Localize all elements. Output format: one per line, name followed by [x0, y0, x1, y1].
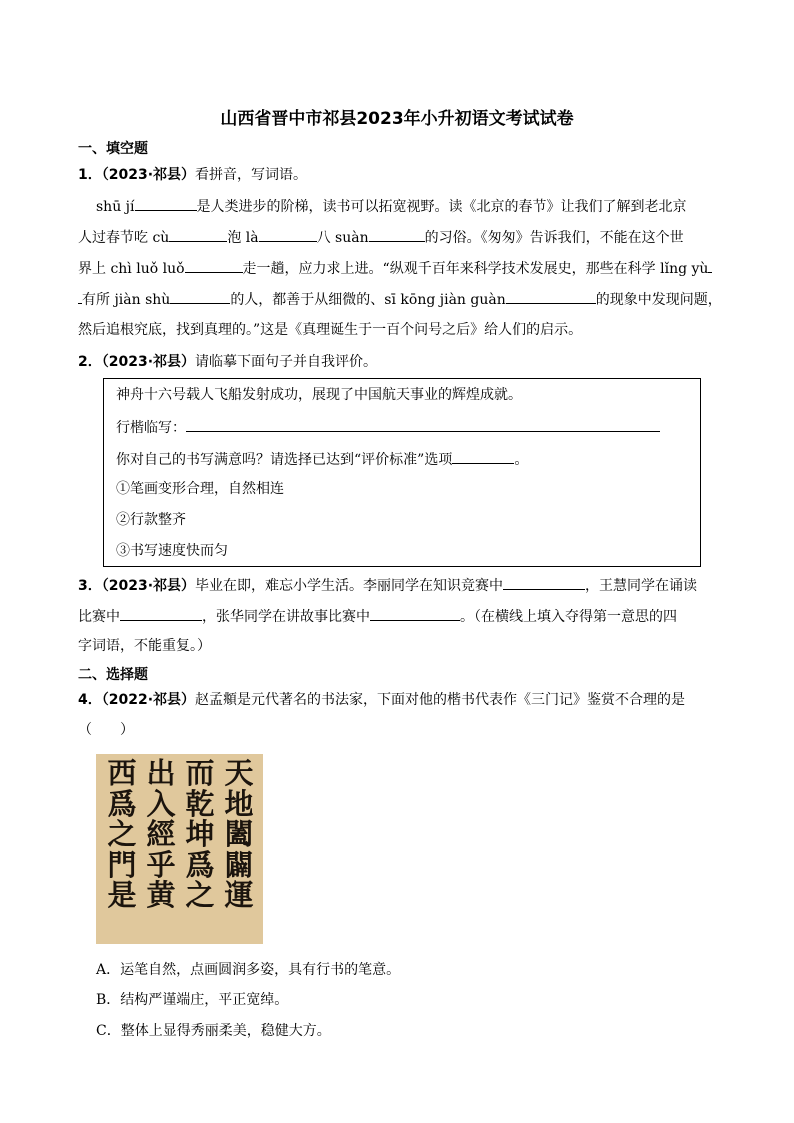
answer-blank[interactable] [170, 289, 230, 304]
calligraphy-column [102, 758, 142, 911]
answer-blank[interactable] [259, 227, 317, 242]
q4-answer-parens: （ ） [78, 722, 134, 738]
q3-text: 比赛中 [78, 609, 120, 625]
pinyin-text: shū jí [96, 199, 135, 215]
calligraphy-char: 門 [107, 847, 137, 882]
q2-prompt: 请临摹下面句子并自我评价。 [195, 354, 378, 370]
q2-criterion-1: ①笔画变形合理，自然相连 [116, 481, 284, 497]
calligraphy-char: 黄 [146, 878, 176, 912]
pinyin-text: 有所 jiàn shù [82, 292, 171, 308]
q1-text: 的现象中发现问题， [595, 292, 722, 308]
q3-text: ，张华同学在讲故事比赛中 [202, 609, 370, 625]
answer-blank[interactable] [135, 196, 197, 211]
calligraphy-char: 經 [146, 817, 176, 851]
copy-writing-line[interactable] [186, 417, 660, 432]
q1-line4 [78, 289, 722, 310]
punctuation: 。 [514, 452, 529, 468]
q3-text: 。（在横线上填入夺得第一意思的四 [460, 609, 677, 625]
q4-option-a[interactable]: A．运笔自然，点画圆润多姿，具有行书的笔意。 [96, 962, 401, 978]
calligraphy-column [141, 758, 181, 911]
answer-blank[interactable] [185, 258, 243, 273]
answer-blank[interactable] [506, 289, 596, 304]
pinyin-text: 界上 chì luǒ luǒ [78, 261, 185, 277]
answer-blank[interactable] [452, 449, 514, 464]
q1-prompt: 看拼音，写词语。 [195, 167, 308, 183]
calligraphy-char: 乾 [185, 786, 215, 821]
q1-text: 的人，都善于从细微的、sī kōng jiàn guàn [230, 292, 506, 308]
calligraphy-char: 之 [107, 817, 137, 851]
calligraphy-char: 坤 [185, 817, 215, 851]
q2-copy-row [116, 417, 660, 438]
calligraphy-char: 出 [146, 756, 176, 790]
copy-label: 行楷临写： [116, 420, 186, 436]
q2-model-sentence: 神舟十六号载人飞船发射成功，展现了中国航天事业的辉煌成就。 [116, 387, 522, 403]
q2-source: （2023·祁县） [101, 354, 196, 370]
q1-line1 [96, 196, 687, 217]
calligraphy-char: 而 [185, 756, 215, 790]
calligraphy-char: 乎 [146, 847, 176, 882]
pinyin-text: 泡 là [227, 230, 259, 246]
q4-prompt: 赵孟頫是元代著名的书法家，下面对他的楷书代表作《三门记》鉴赏不合理的是 [195, 692, 686, 708]
q3-line1 [78, 575, 697, 596]
q3-line2 [78, 606, 677, 627]
q2-number: 2． [78, 354, 102, 370]
calligraphy-char: 爲 [185, 847, 215, 882]
pinyin-text: 八 suàn [316, 230, 369, 246]
q1-text: 走一趟，应力求上进。“纵观千百年来科学技术发展史，那些在科学 lǐng yù [242, 261, 709, 277]
q4-source: （2022·祁县） [101, 692, 196, 708]
calligraphy-char: 入 [146, 786, 176, 821]
page-title: 山西省晋中市祁县2023年小升初语文考试试卷 [220, 109, 574, 129]
q1-line5: 然后追根究底，找到真理的。”这是《真理诞生于一百个问号之后》给人们的启示。 [78, 322, 583, 338]
calligraphy-char: 爲 [107, 786, 137, 821]
section-heading-choice: 二、选择题 [78, 667, 148, 683]
answer-blank[interactable] [120, 606, 202, 621]
calligraphy-char: 是 [107, 878, 137, 912]
q4-header [78, 690, 685, 710]
q4-option-c[interactable]: C．整体上显得秀丽柔美，稳健大方。 [96, 1023, 331, 1039]
q1-source: （2023·祁县） [101, 167, 196, 183]
calligraphy-char: 西 [107, 756, 137, 790]
q1-text: 是人类进步的阶梯，读书可以拓宽视野。读《北京的春节》让我们了解到老北京 [196, 199, 687, 215]
answer-blank[interactable] [370, 606, 460, 621]
q2-header [78, 352, 377, 372]
q1-line2 [78, 227, 684, 248]
calligraphy-char: 闔 [224, 817, 254, 851]
q4-number: 4． [78, 692, 102, 708]
calligraphy-char: 運 [224, 878, 254, 912]
q2-criterion-3: ③书写速度快而匀 [116, 543, 228, 559]
q3-text: ，王慧同学在诵读 [585, 578, 698, 594]
answer-blank[interactable] [503, 575, 585, 590]
calligraphy-image [96, 754, 263, 944]
q1-line3 [78, 258, 712, 279]
pinyin-text: 人过春节吃 cù [78, 230, 170, 246]
q1-text: 的习俗。《匆匆》告诉我们，不能在这个世 [424, 230, 684, 246]
q3-text: 毕业在即，难忘小学生活。李丽同学在知识竞赛中 [195, 578, 504, 594]
q1-header [78, 165, 307, 185]
calligraphy-column [219, 758, 259, 911]
q2-criterion-2: ②行款整齐 [116, 512, 186, 528]
self-eval-question: 你对自己的书写满意吗？请选择已达到“评价标准”选项 [116, 452, 453, 468]
q3-number: 3． [78, 578, 102, 594]
q1-number: 1． [78, 167, 102, 183]
q2-self-eval-row [116, 449, 528, 470]
q3-line3: 字词语，不能重复。） [78, 638, 211, 654]
answer-blank[interactable] [169, 227, 227, 242]
q3-source: （2023·祁县） [101, 578, 196, 594]
calligraphy-column [180, 758, 220, 911]
answer-blank[interactable] [369, 227, 425, 242]
q2-answer-box [103, 378, 701, 567]
answer-blank[interactable] [708, 258, 712, 273]
calligraphy-char: 地 [224, 786, 254, 821]
calligraphy-char: 之 [185, 878, 215, 912]
section-heading-fill-blank: 一、填空题 [78, 141, 148, 157]
q4-option-b[interactable]: B．结构严谨端庄，平正宽绰。 [96, 992, 289, 1008]
calligraphy-char: 闢 [224, 847, 254, 882]
calligraphy-char: 天 [224, 756, 254, 790]
